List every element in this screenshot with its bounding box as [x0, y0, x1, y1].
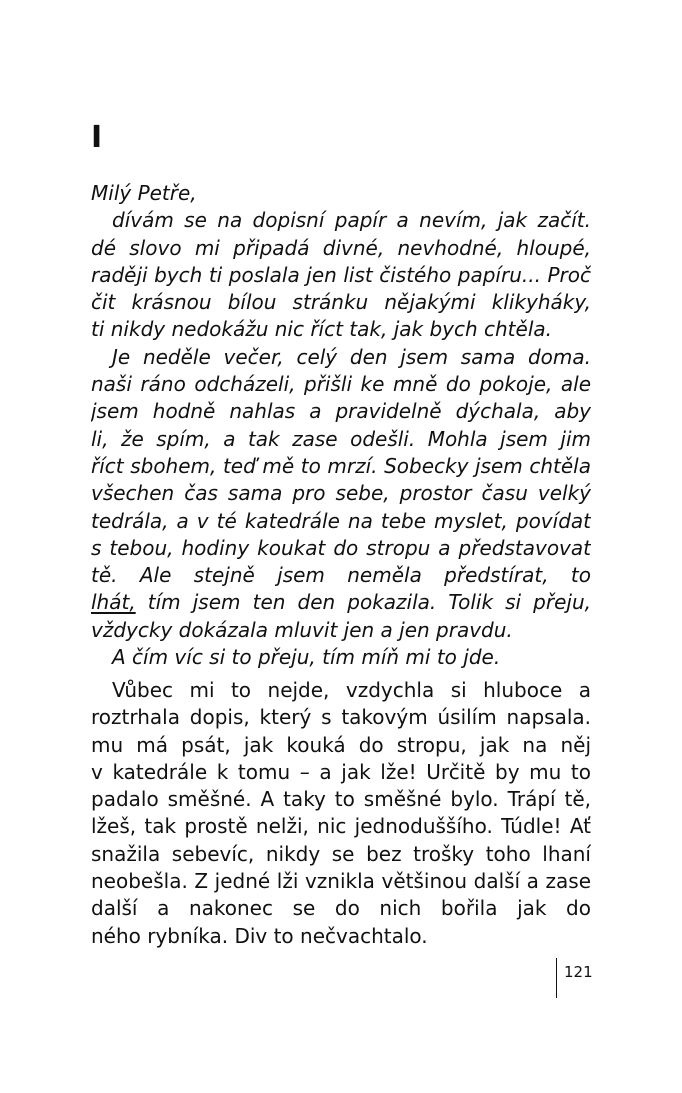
- letter-line: li, že spím, a tak zase odešli. Mohla jsem jim: [91, 426, 591, 451]
- narrative-line: lžeš, tak prostě nelži, nic jednoduššího. Túdle! Ať: [91, 814, 591, 839]
- chapter-number: I: [91, 120, 103, 155]
- letter-line: tě. Ale stejně jsem neměla předstírat, to: [91, 563, 591, 588]
- letter-line: všechen čas sama pro sebe, prostor času velký: [91, 481, 591, 506]
- letter-line: čit krásnou bílou stránku nějakými klikyháky,: [91, 290, 591, 315]
- letter-line: ti nikdy nedokážu nic říct tak, jak bych chtěla.: [91, 317, 552, 342]
- letter-text: [91, 180, 591, 671]
- narrative-line: Vůbec mi to nejde, vzdychla si hluboce a: [112, 678, 591, 702]
- narrative-line: snažila sebevíc, nikdy se bez trošky toho lhaní: [91, 841, 591, 866]
- letter-line: říct sbohem, teď mě to mrzí. Sobecky jsem chtěla: [91, 453, 591, 478]
- letter-line: vždycky dokázala mluvit jen a jen pravdu.: [91, 617, 513, 642]
- narrative-line: padalo směšné. A taky to směšné bylo. Trápí tě,: [91, 787, 591, 812]
- letter-line: raději bych ti poslala jen list čistého papíru... Proč: [91, 262, 591, 287]
- narrative-line: roztrhala dopis, který s takovým úsilím napsala.: [91, 705, 591, 730]
- letter-line: naši ráno odcházeli, přišli ke mně do pokoje, ale: [91, 372, 591, 397]
- letter-line: dé slovo mi připadá divné, nevhodné, hloupé,: [91, 235, 591, 260]
- underlined-word: lhát,: [91, 590, 136, 615]
- letter-line-rest: tím jsem ten den pokazila. Tolik si přeju,: [147, 590, 591, 615]
- narrative-line: mu má psát, jak kouká do stropu, jak na něj: [91, 732, 591, 757]
- narrative-line: další a nakonec se do nich bořila jak do: [91, 896, 591, 921]
- letter-salutation: Milý Petře,: [91, 181, 197, 205]
- letter-line: Je neděle večer, celý den jsem sama doma.: [112, 344, 591, 369]
- narrative-text: [91, 677, 591, 950]
- letter-line: dívám se na dopisní papír a nevím, jak začít.: [112, 208, 591, 233]
- narrative-line: ného rybníka. Div to nečvachtalo.: [91, 923, 428, 948]
- letter-line: A čím víc si to přeju, tím míň mi to jde.: [112, 645, 501, 670]
- letter-line: tedrála, a v té katedrále na tebe myslet, povídat: [91, 508, 591, 533]
- narrative-line: v katedrále k tomu – a jak lže! Určitě by mu to: [91, 759, 591, 784]
- page-number: 121: [564, 963, 593, 981]
- page-number-rule: [556, 958, 593, 998]
- letter-line: s tebou, hodiny koukat do stropu a představovat: [91, 535, 591, 560]
- letter-line: jsem hodně nahlas a pravidelně dýchala, aby: [91, 399, 591, 424]
- narrative-line: neobešla. Z jedné lži vznikla většinou další a zase: [91, 869, 591, 894]
- letter-line-underlined: [91, 589, 591, 616]
